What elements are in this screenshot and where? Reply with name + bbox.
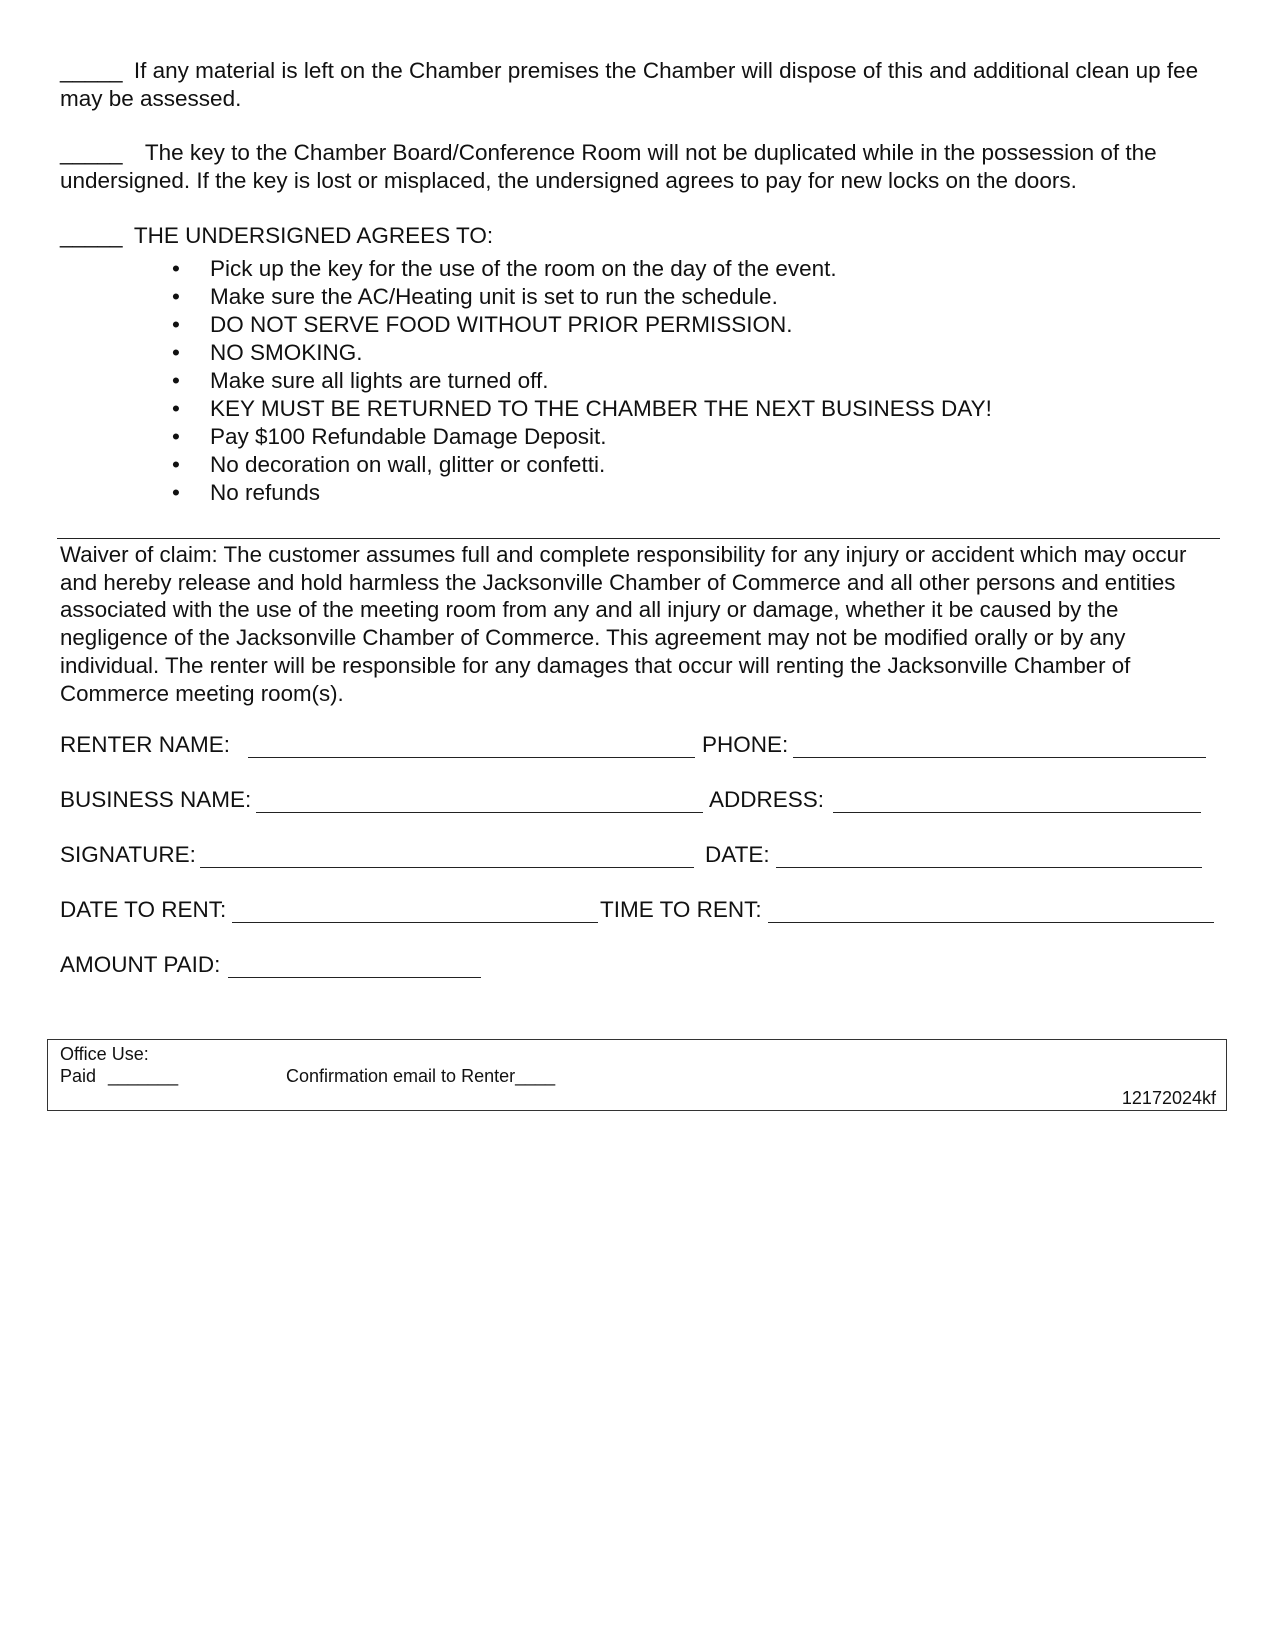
- date-to-rent-field[interactable]: [232, 922, 598, 923]
- list-item: • Pay $100 Refundable Damage Deposit.: [172, 424, 607, 449]
- list-item: • No decoration on wall, glitter or confetti.: [172, 452, 606, 477]
- clause-text: The key to the Chamber Board/Conference Room will not be duplicated while in the possession of the undersigned. If the key is lost or misplaced, the undersigned agrees to pay for new locks on the doors.: [60, 140, 1157, 193]
- bullet-icon: •: [172, 256, 180, 281]
- paid-blank[interactable]: _______: [108, 1066, 179, 1086]
- amount-paid-field[interactable]: [228, 977, 481, 978]
- agrees-heading: THE UNDERSIGNED AGREES TO:: [133, 223, 494, 248]
- bullet-icon: •: [172, 368, 180, 393]
- list-item: • No refunds: [172, 480, 321, 505]
- list-item: • DO NOT SERVE FOOD WITHOUT PRIOR PERMISSION.: [172, 312, 793, 337]
- initial-blank[interactable]: _____: [60, 58, 123, 83]
- initial-blank[interactable]: _____: [60, 140, 123, 165]
- signature-label: SIGNATURE:: [60, 842, 196, 867]
- list-item: • Make sure all lights are turned off.: [172, 368, 549, 393]
- section-divider: [57, 538, 1220, 539]
- time-to-rent-field[interactable]: [768, 922, 1214, 923]
- bullet-icon: •: [172, 480, 180, 505]
- clause-material-left: [60, 57, 1210, 113]
- signature-field[interactable]: [200, 867, 694, 868]
- initial-blank[interactable]: _____: [60, 223, 123, 248]
- business-name-label: BUSINESS NAME:: [60, 787, 252, 812]
- clause-undersigned-agrees: [60, 222, 1210, 250]
- phone-label: PHONE:: [702, 732, 789, 757]
- office-use-box: [47, 1039, 1227, 1111]
- renter-name-label: RENTER NAME:: [60, 732, 231, 757]
- document-code: 12172024kf: [1121, 1088, 1216, 1108]
- clause-key-duplication: [60, 139, 1210, 195]
- confirmation-email-field[interactable]: Confirmation email to Renter____: [286, 1066, 556, 1086]
- date-label: DATE:: [705, 842, 770, 867]
- bullet-icon: •: [172, 452, 180, 477]
- amount-paid-label: AMOUNT PAID:: [60, 952, 221, 977]
- agreement-list: [172, 255, 992, 507]
- waiver-of-claim: Waiver of claim: The customer assumes full and complete responsibility for any injury or accident which may occur and hereby release and hold harmless the Jacksonville Chamber of Commerce and all other persons and entities associated with the use of the meeting room from any and all injury or damage, whether it be caused by the negligence of the Jacksonville Chamber of Commerce. This agreement may not be modified orally or by any individual. The renter will be responsible for any damages that occur will renting the Jacksonville Chamber of Commerce meeting room(s).: [60, 542, 1187, 706]
- bullet-icon: •: [172, 284, 180, 309]
- address-label: ADDRESS:: [709, 787, 825, 812]
- bullet-icon: •: [172, 312, 180, 337]
- list-item: • KEY MUST BE RETURNED TO THE CHAMBER THE NEXT BUSINESS DAY!: [172, 396, 992, 421]
- renter-name-field[interactable]: [248, 757, 695, 758]
- phone-field[interactable]: [793, 757, 1206, 758]
- clause-text: If any material is left on the Chamber premises the Chamber will dispose of this and additional clean up fee may be assessed.: [60, 58, 1199, 111]
- paid-label: Paid: [60, 1066, 97, 1086]
- address-field[interactable]: [833, 812, 1201, 813]
- date-to-rent-label: DATE TO RENT:: [60, 897, 227, 922]
- bullet-icon: •: [172, 340, 180, 365]
- list-item: • NO SMOKING.: [172, 340, 363, 365]
- list-item: • Pick up the key for the use of the room on the day of the event.: [172, 256, 837, 281]
- bullet-icon: •: [172, 396, 180, 421]
- date-field[interactable]: [776, 867, 1202, 868]
- bullet-icon: •: [172, 424, 180, 449]
- office-use-title: Office Use:: [60, 1044, 149, 1064]
- time-to-rent-label: TIME TO RENT:: [600, 897, 762, 922]
- list-item: • Make sure the AC/Heating unit is set to run the schedule.: [172, 284, 778, 309]
- business-name-field[interactable]: [256, 812, 703, 813]
